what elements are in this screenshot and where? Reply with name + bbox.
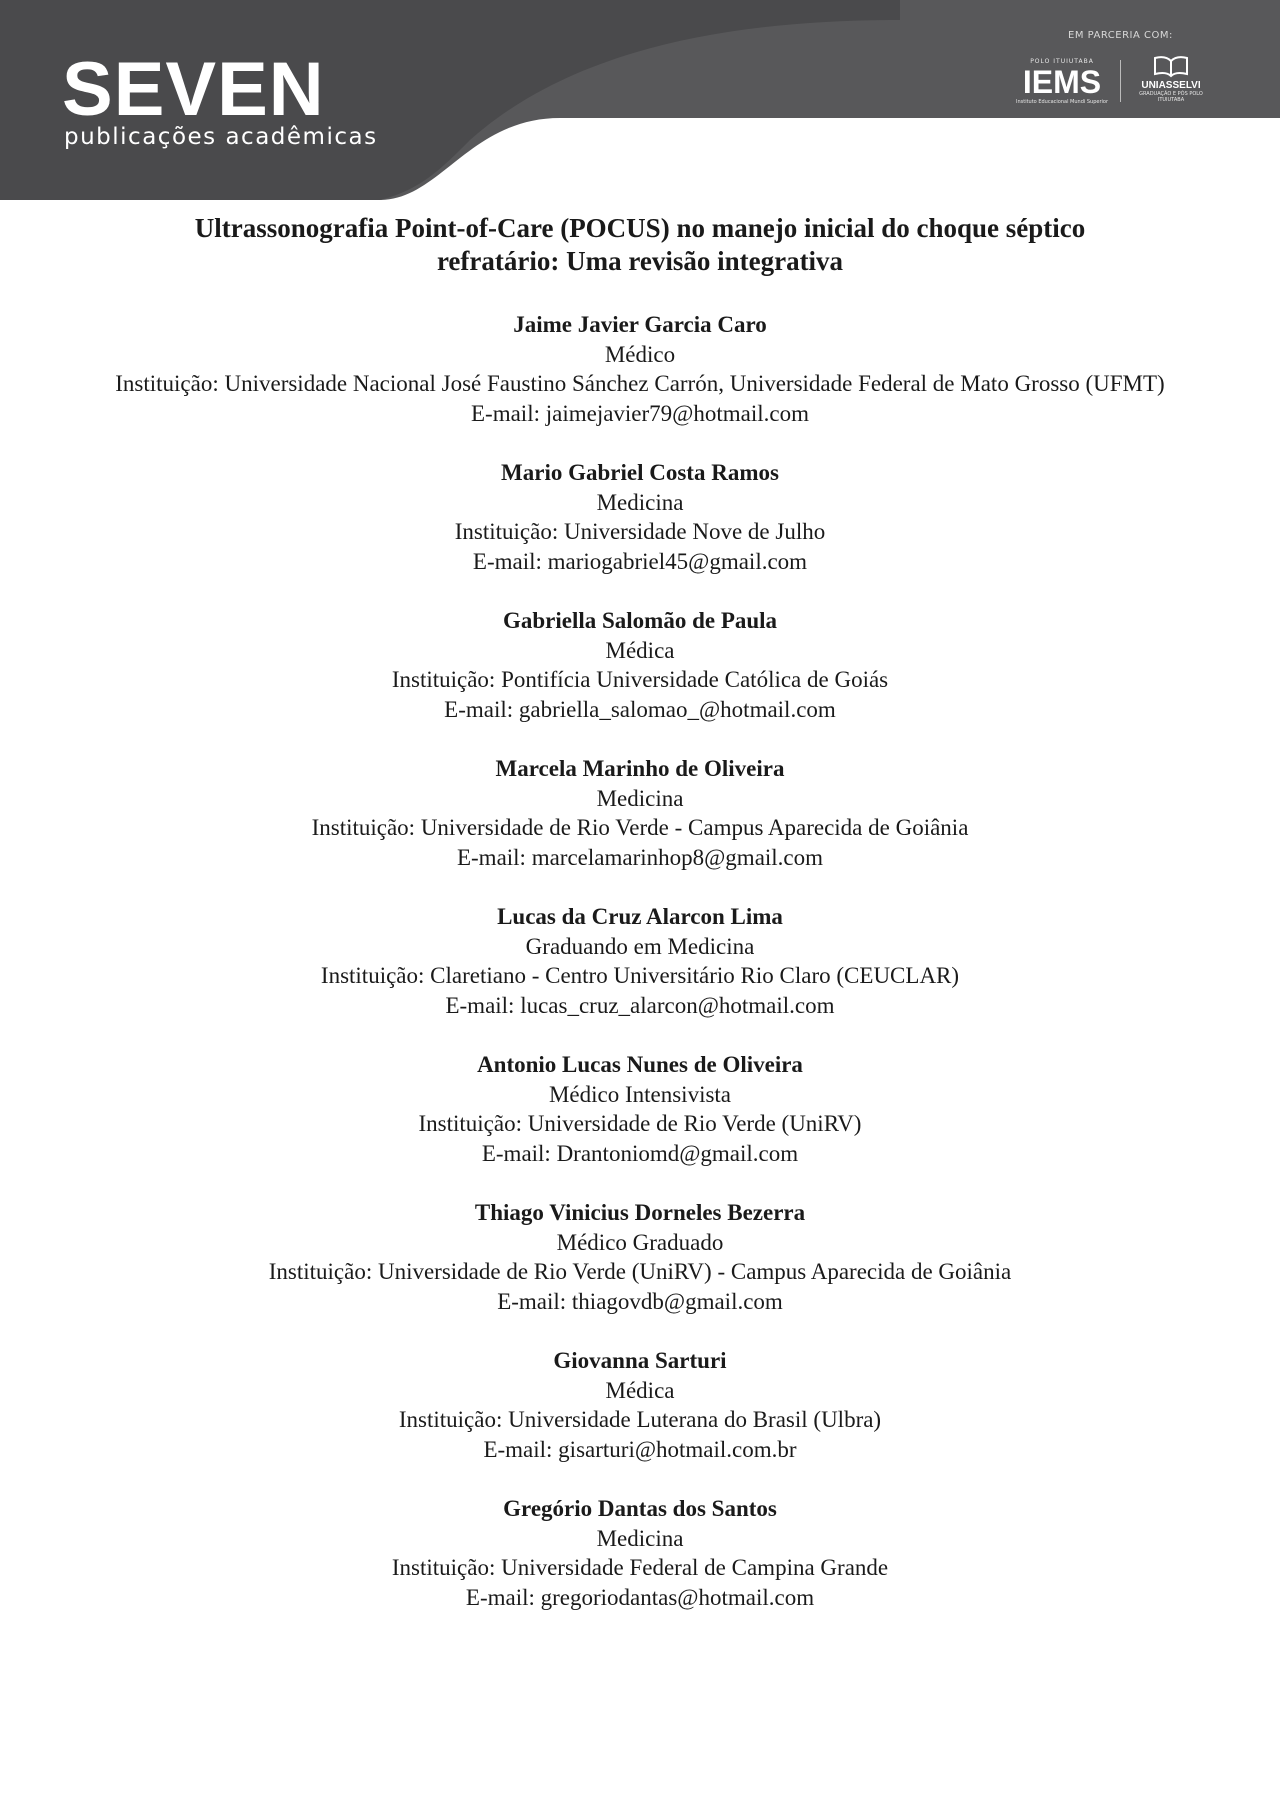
author-email: E-mail: Drantoniomd@gmail.com [481, 1140, 799, 1166]
book-icon [1151, 52, 1191, 78]
author-institution: Instituição: Pontifícia Universidade Católica de Goiás [391, 667, 889, 692]
author-role: Médico Intensivista [548, 1081, 732, 1107]
logo-wordmark: SEVEN [62, 47, 325, 132]
author-institution: Instituição: Claretiano - Centro Universitário Rio Claro (CEUCLAR) [320, 963, 960, 988]
author-institution: Instituição: Universidade de Rio Verde - Campus Aparecida de Goiânia [311, 815, 969, 840]
seven-logo [62, 47, 378, 150]
author-institution: Instituição: Universidade de Rio Verde (UniRV) - Campus Aparecida de Goiânia [268, 1259, 1012, 1284]
author-role: Médico [604, 341, 676, 367]
author-institution: Instituição: Universidade de Rio Verde (UniRV) [418, 1111, 862, 1136]
author-email: E-mail: marcelamarinhop8@gmail.com [456, 844, 824, 870]
uniasselvi-name: UNIASSELVI [1141, 80, 1201, 91]
author-email: E-mail: gisarturi@hotmail.com.br [483, 1436, 797, 1462]
author-block [60, 310, 1220, 428]
document-body [60, 212, 1220, 1642]
header-banner [0, 0, 1280, 205]
author-block [60, 458, 1220, 576]
author-role: Médico Graduado [556, 1229, 724, 1255]
author-email: E-mail: thiagovdb@gmail.com [497, 1288, 783, 1314]
author-name: Jaime Javier Garcia Caro [513, 312, 767, 337]
author-block [60, 1494, 1220, 1612]
iems-name: IEMS [1022, 64, 1102, 100]
author-block [60, 1198, 1220, 1316]
author-block [60, 902, 1220, 1020]
author-block [60, 754, 1220, 872]
author-institution: Instituição: Universidade Luterana do Brasil (Ulbra) [398, 1407, 882, 1432]
author-role: Médica [605, 1377, 675, 1403]
author-email: E-mail: gabriella_salomao_@hotmail.com [444, 696, 836, 722]
partner-label: EM PARCERIA COM: [1068, 30, 1173, 41]
author-email: E-mail: jaimejavier79@hotmail.com [471, 400, 809, 426]
author-name: Thiago Vinicius Dorneles Bezerra [474, 1200, 806, 1225]
iems-post: Instituto Educacional Mundi Superior [1015, 99, 1109, 105]
author-institution: Instituição: Universidade Nove de Julho [454, 519, 826, 544]
author-name: Antonio Lucas Nunes de Oliveira [477, 1052, 803, 1077]
iems-pre: POLO ITUIUTABA [1030, 58, 1094, 65]
author-name: Giovanna Sarturi [553, 1348, 727, 1373]
author-email: E-mail: mariogabriel45@gmail.com [472, 548, 808, 574]
author-block [60, 1050, 1220, 1168]
author-email: E-mail: lucas_cruz_alarcon@hotmail.com [445, 992, 835, 1018]
author-email: E-mail: gregoriodantas@hotmail.com [465, 1584, 815, 1610]
author-name: Gabriella Salomão de Paula [502, 608, 778, 633]
author-role: Médica [605, 637, 675, 663]
iems-logo [1012, 58, 1112, 105]
author-institution: Instituição: Universidade Federal de Campina Grande [391, 1555, 889, 1580]
author-role: Graduando em Medicina [525, 933, 755, 959]
uniasselvi-post: GRADUAÇÃO E PÓS POLO ITUIUTABA [1139, 91, 1203, 103]
author-role: Medicina [596, 1525, 684, 1551]
author-name: Gregório Dantas dos Santos [503, 1496, 777, 1521]
author-name: Marcela Marinho de Oliveira [495, 756, 785, 781]
author-name: Mario Gabriel Costa Ramos [501, 460, 779, 485]
author-name: Lucas da Cruz Alarcon Lima [497, 904, 783, 929]
partner-divider [1120, 60, 1121, 102]
author-block [60, 1346, 1220, 1464]
paper-title [60, 212, 1220, 278]
logo-subtitle: publicações acadêmicas [64, 124, 378, 150]
title-line-1: Ultrassonografia Point-of-Care (POCUS) no manejo inicial do choque séptico [194, 213, 1086, 243]
author-institution: Instituição: Universidade Nacional José Faustino Sánchez Carrón, Universidade Federal de Mato Grosso (UFMT) [115, 371, 1165, 396]
uniasselvi-logo [1133, 52, 1209, 103]
author-role: Medicina [596, 785, 684, 811]
author-block [60, 606, 1220, 724]
author-role: Medicina [596, 489, 684, 515]
title-line-2: refratário: Uma revisão integrativa [436, 246, 844, 276]
